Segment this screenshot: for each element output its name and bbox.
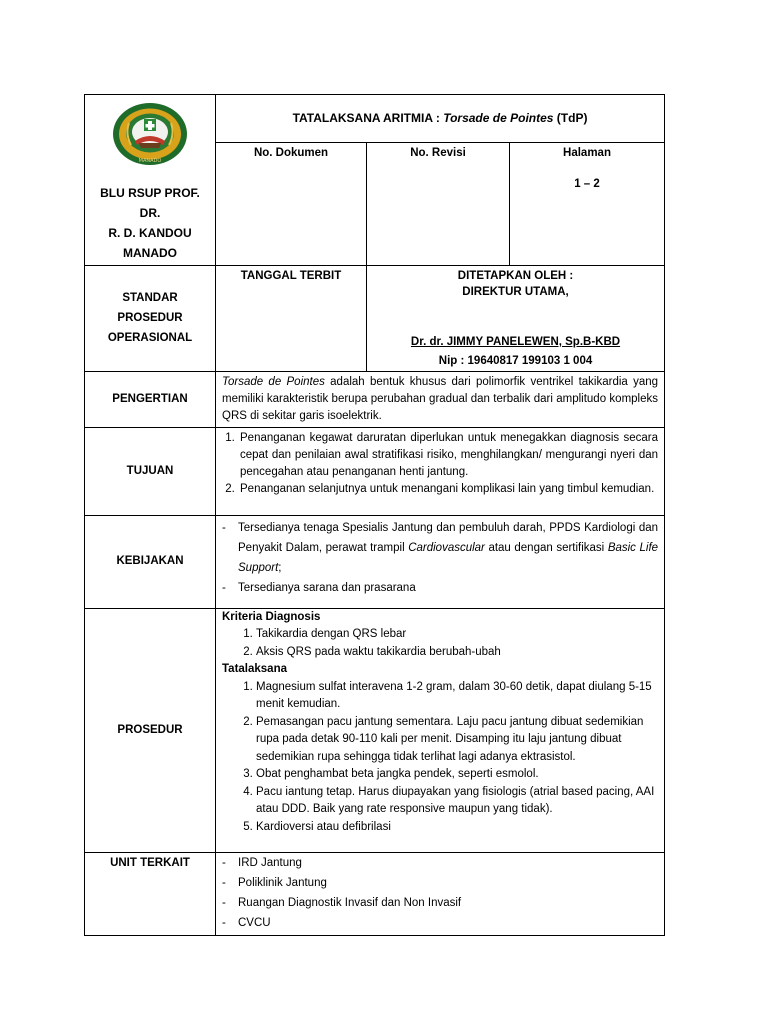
no-revisi-cell: No. Revisi	[367, 143, 510, 265]
kebijakan-item: - Tersedianya tenaga Spesialis Jantung dan pembuluh darah, PPDS Kardiologi dan Penyakit Dalam, perawat trampil Cardiovascular atau dengan sertifikasi Basic Life Support;	[222, 518, 658, 578]
unit-terkait-content	[216, 852, 665, 935]
pengertian-text: Torsade de Pointes adalah bentuk khusus dari polimorfik ventrikel takikardia yang memiliki karakteristik berupa perubahan gradual dan terbalik dari amplitudo kompleks QRS di sekitar garis isoelektrik.	[216, 371, 665, 427]
tujuan-content	[216, 427, 665, 515]
sop-label-cell: STANDAR PROSEDUR OPERASIONAL	[85, 265, 216, 371]
halaman-cell: Halaman 1 – 2	[510, 143, 665, 265]
prosedur-label: PROSEDUR	[85, 608, 216, 852]
unit-terkait-label: UNIT TERKAIT	[85, 852, 216, 935]
document-title: TATALAKSANA ARITMIA : Torsade de Pointes (TdP)	[216, 95, 665, 143]
sop-table	[84, 94, 665, 936]
ditetapkan-cell: DITETAPKAN OLEH : DIREKTUR UTAMA, Dr. dr. JIMMY PANELEWEN, Sp.B-KBD Nip : 19640817 199103 1 004	[367, 265, 665, 371]
tujuan-item: 2. Penanganan selanjutnya untuk menangani komplikasi lain yang timbul kemudian.	[238, 481, 658, 498]
unit-item: - IRD Jantung	[222, 853, 658, 873]
tanggal-terbit-cell: TANGGAL TERBIT	[216, 265, 367, 371]
tatalaksana-item: 1. Magnesium sulfat interavena 1-2 gram, dalam 30-60 detik, dapat diulang 5-15 menit kemudian.	[256, 679, 658, 714]
prosedur-content	[216, 608, 665, 852]
kriteria-item: 1. Takikardia dengan QRS lebar	[256, 626, 658, 644]
kebijakan-label: KEBIJAKAN	[85, 515, 216, 608]
no-dokumen-cell: No. Dokumen	[216, 143, 367, 265]
hospital-identity-cell	[85, 95, 216, 266]
tatalaksana-item: 3. Obat penghambat beta jangka pendek, seperti esmolol.	[256, 766, 658, 784]
signatory-nip: Nip : 19640817 199103 1 004	[438, 354, 593, 367]
sop-document	[84, 94, 664, 936]
signatory-name: Dr. dr. JIMMY PANELEWEN, Sp.B-KBD	[410, 335, 621, 348]
kriteria-title: Kriteria Diagnosis	[222, 610, 321, 623]
tujuan-label: TUJUAN	[85, 427, 216, 515]
unit-item: - Ruangan Diagnostik Invasif dan Non Invasif	[222, 893, 658, 913]
unit-item: - CVCU	[222, 913, 658, 933]
tujuan-item: 1. Penanganan kegawat daruratan diperlukan untuk menegakkan diagnosis secara cepat dan penilaian awal stratifikasi risiko, menghilangkan/ mengurangi nyeri dan pencegahan atau penanganan henti jantung.	[238, 430, 658, 481]
svg-text:MANADO: MANADO	[138, 158, 162, 164]
hospital-name: BLU RSUP PROF. DR. R. D. KANDOU MANADO	[100, 185, 200, 260]
kebijakan-item: - Tersedianya sarana dan prasarana	[222, 578, 658, 598]
kriteria-item: 2. Aksis QRS pada waktu takikardia berubah-ubah	[256, 644, 658, 662]
tatalaksana-title: Tatalaksana	[222, 663, 287, 676]
kebijakan-content	[216, 515, 665, 608]
tatalaksana-item: 4. Pacu iantung tetap. Harus diupayakan yang fisiologis (atrial based pacing, AAI atau DDD. Baik yang rate responsive maupun yang tidak).	[256, 784, 658, 819]
tatalaksana-item: 2. Pemasangan pacu jantung sementara. Laju pacu jantung dibuat sedemikian rupa pada detak 90-110 kali per menit. Disamping itu laju jantung dibuat sedemikian rupa sehingga tidak terlihat lagi adanya ektrasistol.	[256, 714, 658, 767]
hospital-logo	[111, 101, 189, 167]
pengertian-label: PENGERTIAN	[85, 371, 216, 427]
unit-item: - Poliklinik Jantung	[222, 873, 658, 893]
tatalaksana-item: 5. Kardioversi atau defibrilasi	[256, 819, 658, 837]
